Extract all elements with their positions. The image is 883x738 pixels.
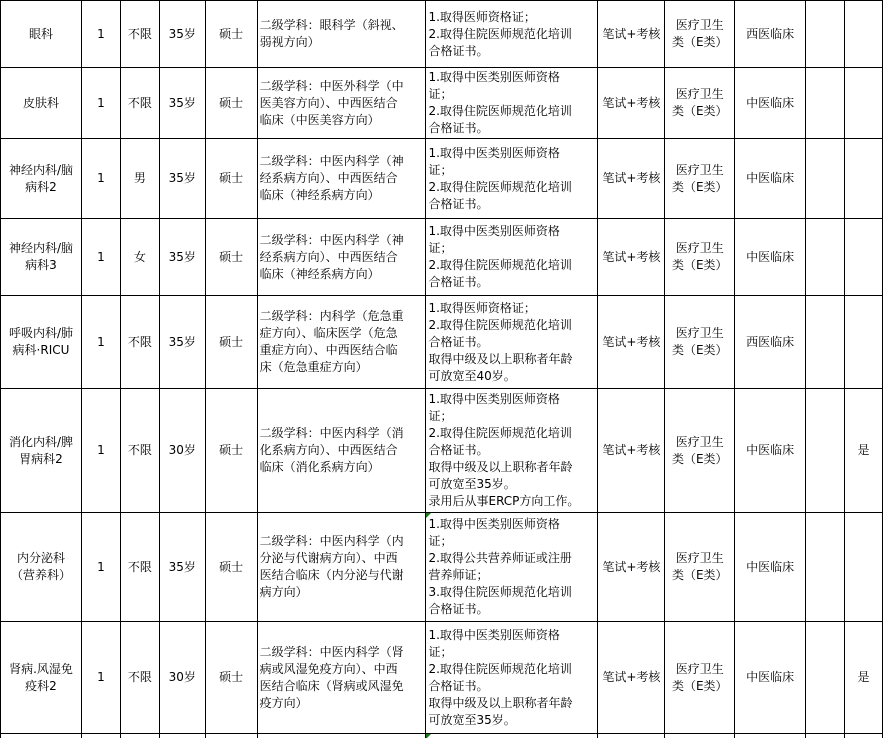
cell-category-line: 医疗卫生 xyxy=(675,661,724,676)
cell-degree[interactable]: 硕士 xyxy=(205,139,257,219)
cell-category[interactable] xyxy=(665,389,735,513)
cell-requirements-line: 可放宽至35岁。 xyxy=(428,477,516,491)
cell-category[interactable] xyxy=(665,622,735,734)
cell-col12[interactable]: 是 xyxy=(844,622,882,734)
cell-requirements-line: 合格证书。 xyxy=(428,602,489,616)
cell-category-line: 医疗卫生 xyxy=(675,18,724,32)
cell-requirements-line: 2.取得住院医师规范化培训 xyxy=(428,179,572,194)
cell-requirements-line: 证； xyxy=(428,409,453,423)
cell-requirements-line: 证； xyxy=(428,534,453,548)
cell-requirements[interactable] xyxy=(426,389,598,513)
cell-requirements-line: 合格证书。 xyxy=(428,443,489,457)
cell-requirements-line: 1.取得中医类别医师资格 xyxy=(428,517,560,531)
cell-department-line: 胃病科2 xyxy=(19,451,63,466)
cell-department-line: 神经内科/脑 xyxy=(8,162,73,177)
cell-requirements-line: 合格证书。 xyxy=(428,275,489,289)
cell-requirements[interactable] xyxy=(426,139,598,219)
cell-requirements-line: 2.取得住院医师规范化培训 xyxy=(428,317,572,332)
cell-requirements-line: 合格证书。 xyxy=(428,43,489,58)
cell-field[interactable]: 中医临床 xyxy=(735,513,806,622)
cell-requirements-line: 1.取得中医类别医师资格 xyxy=(428,392,560,406)
cell-age[interactable]: 35岁 xyxy=(159,139,205,219)
cell-col12[interactable] xyxy=(844,68,882,139)
cell-requirements-line: 可放宽至40岁。 xyxy=(428,368,516,383)
cell-gender[interactable]: 不限 xyxy=(120,622,159,734)
cell-major-line: 临床（中医美容方向） xyxy=(259,112,380,127)
cell-requirements-line: 2.取得住院医师规范化培训 xyxy=(428,104,572,118)
cell-department-line: 疫科2 xyxy=(25,678,57,693)
cell-field[interactable]: 西医临床 xyxy=(735,296,806,389)
cell-major-line: 病方向） xyxy=(259,585,308,599)
cell-col11[interactable] xyxy=(806,296,845,389)
cell-category-line: 类（E类） xyxy=(671,258,728,272)
cell-count[interactable]: 1 xyxy=(81,1,120,68)
cell-col11[interactable] xyxy=(806,513,845,622)
cell-category-line: 类（E类） xyxy=(671,451,728,466)
cell-requirements-line: 2.取得住院医师规范化培训 xyxy=(428,426,572,440)
cell-requirements-line: 合格证书。 xyxy=(428,334,489,349)
cell-requirements-line: 录用后从事ERCP方向工作。 xyxy=(428,494,580,508)
cell-col11[interactable] xyxy=(806,1,845,68)
cell-requirements-line: 1.取得中医类别医师资格 xyxy=(428,70,560,84)
cell-department-line: 肾病.风湿免 xyxy=(9,661,73,676)
cell-major-line: 化系病方向）、中西医结合 xyxy=(259,443,398,457)
cell-count[interactable]: 1 xyxy=(81,296,120,389)
cell-field[interactable]: 西医临床 xyxy=(735,1,806,68)
cell-field[interactable]: 中医临床 xyxy=(735,622,806,734)
cell-major[interactable] xyxy=(257,513,426,622)
cell-category-line: 医疗卫生 xyxy=(675,551,724,565)
cell-department-line: 病科3 xyxy=(25,258,57,272)
cell-major-line: 二级学科：中医内科学（神 xyxy=(259,154,404,168)
cell-count[interactable]: 1 xyxy=(81,139,120,219)
table-row xyxy=(1,389,883,513)
cell-major-line: 二级学科：中医内科学（消 xyxy=(259,426,404,440)
table-row xyxy=(1,219,883,296)
cell-department-line: 病科·RICU xyxy=(12,343,70,357)
cell-gender[interactable]: 不限 xyxy=(120,513,159,622)
cell-department[interactable] xyxy=(1,219,82,296)
cell-exam-method[interactable]: 笔试+考核 xyxy=(598,219,665,296)
cell-count[interactable]: 1 xyxy=(81,389,120,513)
cell-exam-method[interactable]: 笔试+考核 xyxy=(598,389,665,513)
cell-col11[interactable] xyxy=(806,219,845,296)
cell-col12[interactable] xyxy=(844,296,882,389)
cell-gender[interactable]: 男 xyxy=(120,139,159,219)
cell-major[interactable] xyxy=(257,296,426,389)
cell-requirements-line: 1.取得中医类别医师资格 xyxy=(428,224,560,238)
cell-department[interactable] xyxy=(1,296,82,389)
cell-requirements-line: 1.取得中医类别医师资格 xyxy=(428,627,560,642)
cell-age[interactable]: 30岁 xyxy=(159,389,205,513)
cell-category-line: 类（E类） xyxy=(671,35,728,49)
cell-field[interactable]: 中医临床 xyxy=(735,68,806,139)
cell-requirements-line: 合格证书。 xyxy=(428,121,489,135)
cell-degree[interactable]: 硕士 xyxy=(205,389,257,513)
cell-requirements-line: 合格证书。 xyxy=(428,196,489,211)
cell-major-line: 二级学科：中医外科学（中 xyxy=(259,78,404,93)
cell-age[interactable]: 35岁 xyxy=(159,68,205,139)
table-row xyxy=(1,1,883,68)
cell-major-line: 二级学科：中医内科学（内 xyxy=(259,534,404,548)
cell-requirements[interactable] xyxy=(426,513,598,622)
cell-department-line: 病科2 xyxy=(25,179,57,194)
cell-major-line: 床（危急重症方向） xyxy=(259,360,368,374)
cell-major-line: 经系病方向）、中西医结合 xyxy=(259,249,398,264)
cell-requirements-line: 营养师证； xyxy=(428,568,489,582)
cell-department[interactable] xyxy=(1,1,82,68)
cell-major-line: 二级学科：中医内科学（肾 xyxy=(259,644,404,659)
cell-gender[interactable]: 不限 xyxy=(120,1,159,68)
cell-major[interactable] xyxy=(257,68,426,139)
cell-department[interactable] xyxy=(1,68,82,139)
cell-major-line: 二级学科：眼科学（斜视、 xyxy=(259,18,404,32)
cell-requirements-line: 3.取得住院医师规范化培训 xyxy=(428,585,572,599)
cell-major[interactable] xyxy=(257,389,426,513)
cell-requirements-line: 证； xyxy=(428,162,453,177)
table-row xyxy=(1,68,883,139)
cell-major-line: 弱视方向） xyxy=(259,35,320,49)
cell-gender[interactable]: 不限 xyxy=(120,296,159,389)
cell-degree[interactable]: 硕士 xyxy=(205,296,257,389)
cell-requirements[interactable] xyxy=(426,1,598,68)
cell-category-line: 类（E类） xyxy=(671,104,728,118)
cell-major-line: 经系病方向）、中西医结合 xyxy=(259,171,398,185)
cell-degree[interactable]: 硕士 xyxy=(205,622,257,734)
cell-category-line: 医疗卫生 xyxy=(675,87,724,101)
cell-department[interactable] xyxy=(1,513,82,622)
cell-category[interactable] xyxy=(665,219,735,296)
cell-department[interactable] xyxy=(1,622,82,734)
cell-department-line: （营养科） xyxy=(10,568,71,582)
cell-degree[interactable]: 硕士 xyxy=(205,513,257,622)
cell-requirements-line: 证； xyxy=(428,644,453,659)
cell-category[interactable] xyxy=(665,296,735,389)
cell-col12[interactable] xyxy=(844,219,882,296)
cell-age[interactable]: 30岁 xyxy=(159,622,205,734)
cell-major-line: 重症方向）、中西医结合临 xyxy=(259,343,398,357)
cell-exam-method[interactable]: 笔试+考核 xyxy=(598,296,665,389)
cell-category-line: 类（E类） xyxy=(671,568,728,582)
cell-category[interactable] xyxy=(665,139,735,219)
cell-requirements-line: 2.取得住院医师规范化培训 xyxy=(428,26,572,41)
cell-col11[interactable] xyxy=(806,389,845,513)
cell-col12[interactable] xyxy=(844,1,882,68)
cell-category[interactable] xyxy=(665,1,735,68)
cell-col11[interactable] xyxy=(806,622,845,734)
cell-requirements-line: 2.取得公共营养师证或注册 xyxy=(428,551,572,565)
cell-exam-method[interactable]: 笔试+考核 xyxy=(598,1,665,68)
cell-major-line: 病或风湿免疫方向）、中西 xyxy=(259,661,398,676)
table-row xyxy=(1,139,883,219)
cell-requirements-line: 2.取得住院医师规范化培训 xyxy=(428,258,572,272)
cell-requirements[interactable] xyxy=(426,219,598,296)
cell-gender[interactable]: 不限 xyxy=(120,389,159,513)
cell-requirements-line: 可放宽至35岁。 xyxy=(428,712,516,727)
cell-category-line: 类（E类） xyxy=(671,678,728,693)
cell-exam-method[interactable]: 笔试+考核 xyxy=(598,513,665,622)
cell-count[interactable]: 1 xyxy=(81,219,120,296)
cell-major[interactable] xyxy=(257,1,426,68)
cell-col12[interactable]: 是 xyxy=(844,389,882,513)
cell-department-line: 神经内科/脑 xyxy=(8,241,73,255)
cell-major-line: 临床（消化系病方向） xyxy=(259,460,380,474)
cell-gender[interactable]: 不限 xyxy=(120,68,159,139)
cell-department[interactable] xyxy=(1,389,82,513)
cell-exam-method[interactable]: 笔试+考核 xyxy=(598,68,665,139)
cell-category-line: 医疗卫生 xyxy=(675,162,724,177)
table-row xyxy=(1,296,883,389)
cell-category-line: 类（E类） xyxy=(671,343,728,357)
cell-department[interactable] xyxy=(1,139,82,219)
cell-requirements[interactable] xyxy=(426,622,598,734)
cell-gender[interactable]: 女 xyxy=(120,219,159,296)
cell-col12[interactable] xyxy=(844,139,882,219)
cell-major-line: 分泌与代谢病方向）、中西 xyxy=(259,551,398,565)
cell-major-line: 二级学科：中医内科学（神 xyxy=(259,232,404,247)
cell-count[interactable]: 1 xyxy=(81,622,120,734)
cell-degree[interactable]: 硕士 xyxy=(205,219,257,296)
cell-col12[interactable] xyxy=(844,513,882,622)
cell-age[interactable]: 35岁 xyxy=(159,513,205,622)
cell-exam-method[interactable]: 笔试+考核 xyxy=(598,622,665,734)
cell-category-line: 医疗卫生 xyxy=(675,326,724,340)
cell-requirements-line: 取得中级及以上职称者年龄 xyxy=(428,695,573,710)
cell-field[interactable]: 中医临床 xyxy=(735,219,806,296)
table-row xyxy=(1,622,883,734)
cell-major-line: 二级学科：内科学（危急重 xyxy=(259,309,404,323)
cell-major-line: 症方向）、临床医学（危急 xyxy=(259,326,398,340)
cell-count[interactable]: 1 xyxy=(81,513,120,622)
cell-requirements-line: 合格证书。 xyxy=(428,678,489,693)
cell-count[interactable]: 1 xyxy=(81,68,120,139)
table-row xyxy=(1,513,883,622)
cell-category[interactable] xyxy=(665,513,735,622)
cell-age[interactable]: 35岁 xyxy=(159,1,205,68)
cell-major[interactable] xyxy=(257,219,426,296)
cell-major-line: 临床（神经系病方向） xyxy=(259,188,380,202)
cell-age[interactable]: 35岁 xyxy=(159,219,205,296)
cell-degree[interactable]: 硕士 xyxy=(205,68,257,139)
cell-exam-method[interactable]: 笔试+考核 xyxy=(598,139,665,219)
cell-category[interactable] xyxy=(665,68,735,139)
cell-col11[interactable] xyxy=(806,68,845,139)
cell-requirements[interactable] xyxy=(426,68,598,139)
cell-department-line: 内分泌科 xyxy=(16,551,65,565)
cell-requirements-line: 取得中级及以上职称者年龄 xyxy=(428,351,573,366)
cell-field[interactable]: 中医临床 xyxy=(735,139,806,219)
cell-department-line: 呼吸内科/肺 xyxy=(8,326,73,340)
comment-indicator-icon[interactable] xyxy=(426,513,431,518)
cell-category-line: 类（E类） xyxy=(671,179,728,194)
cell-department-line: 皮肤科 xyxy=(22,95,59,110)
cell-requirements-line: 1.取得医师资格证； xyxy=(428,300,536,315)
cell-department-line: 眼科 xyxy=(28,26,53,41)
cell-requirements[interactable] xyxy=(426,296,598,389)
cell-requirements-line: 证； xyxy=(428,241,453,255)
cell-requirements-line: 1.取得中医类别医师资格 xyxy=(428,145,560,160)
cell-col11[interactable] xyxy=(806,139,845,219)
cell-department-line: 消化内科/脾 xyxy=(8,434,73,449)
cell-category-line: 医疗卫生 xyxy=(675,434,724,449)
cell-major-line: 临床（神经系病方向） xyxy=(259,266,380,281)
cell-requirements-line: 取得中级及以上职称者年龄 xyxy=(428,460,573,474)
cell-major[interactable] xyxy=(257,622,426,734)
cell-degree[interactable]: 硕士 xyxy=(205,1,257,68)
cell-requirements-line: 2.取得住院医师规范化培训 xyxy=(428,661,572,676)
cell-age[interactable]: 35岁 xyxy=(159,296,205,389)
cell-major[interactable] xyxy=(257,139,426,219)
cell-major-line: 医结合临床（内分泌与代谢 xyxy=(259,568,404,582)
cell-major-line: 疫方向） xyxy=(259,695,308,710)
cell-major-line: 医结合临床（肾病或风湿免 xyxy=(259,678,404,693)
cell-requirements-line: 证； xyxy=(428,87,453,101)
cell-field[interactable]: 中医临床 xyxy=(735,389,806,513)
cell-major-line: 医美容方向）、中西医结合 xyxy=(259,95,398,110)
cell-category-line: 医疗卫生 xyxy=(675,241,724,255)
cell-requirements-line: 1.取得医师资格证； xyxy=(428,9,536,24)
